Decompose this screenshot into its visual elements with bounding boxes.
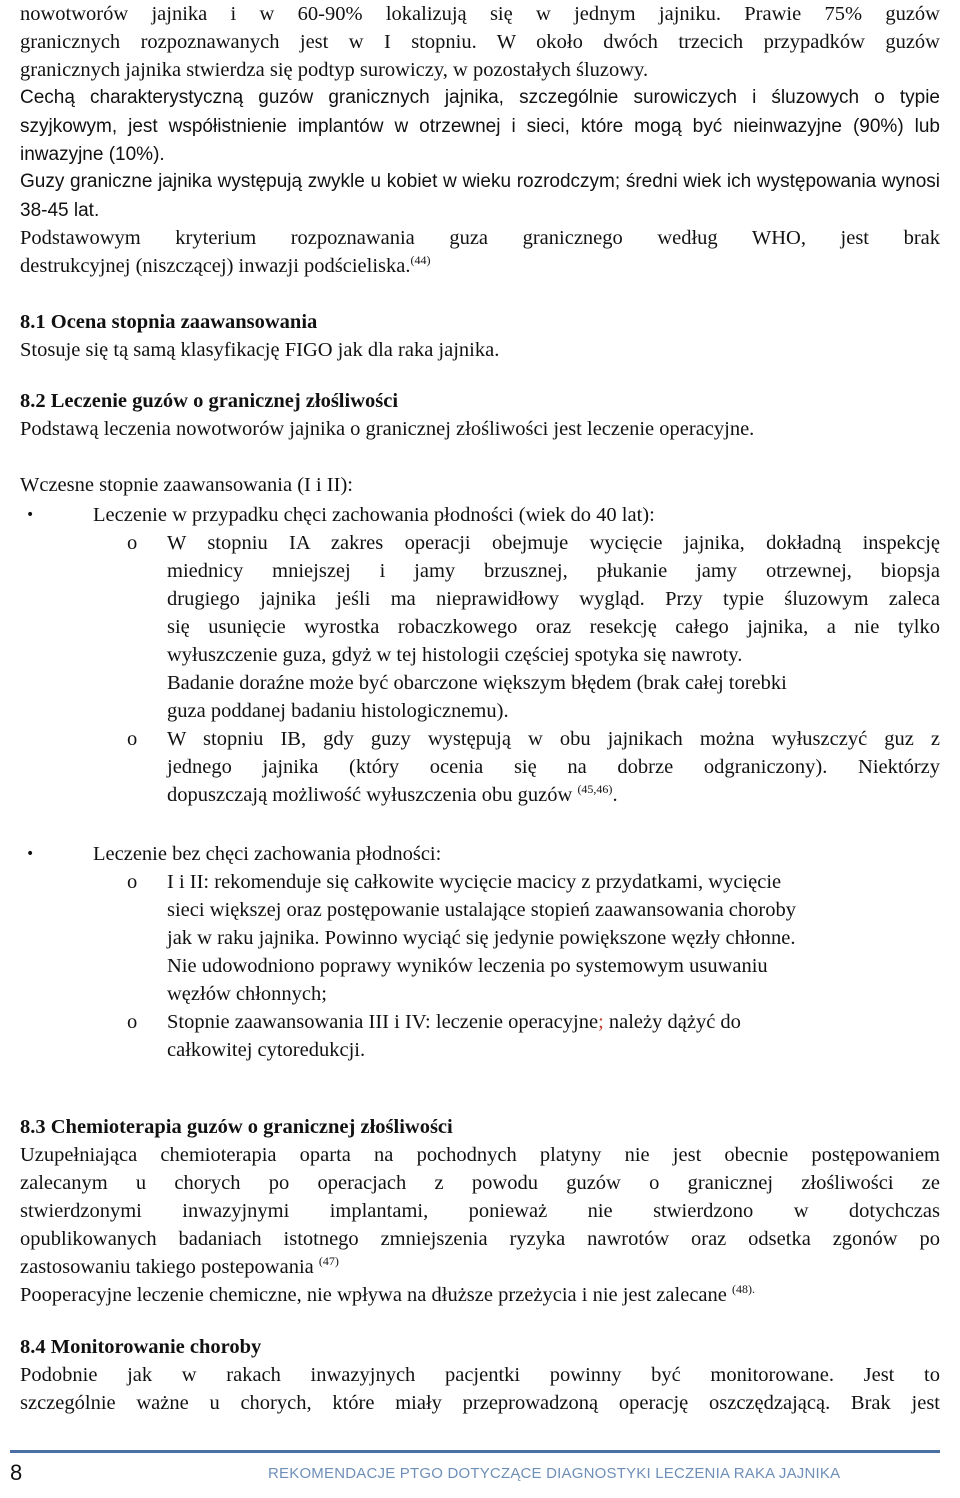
intro-line: destrukcyjnej (niszczącej) inwazji podścieliska.$^{(44)}$: [20, 253, 431, 277]
reference: (48).: [732, 1282, 755, 1296]
bullet-icon: •: [26, 507, 35, 523]
early-stage-label: Wczesne stopnie zaawansowania (I i II):: [20, 474, 353, 496]
intro-paragraph: Cechą charakterystyczną guzów granicznych jajnika, szczególnie surowiczych i śluzowych o typie szyjkowym, jest współistnienie implantów w otrzewnej i sieci, które mogą być nieinwazyjne (90%) lub inwazyjne (10%).: [20, 87, 940, 165]
reference: (47): [318, 1254, 339, 1268]
page-footer: [0, 1450, 960, 1498]
intro-line: granicznych jajnika stwierdza się podtyp surowiczy, w pozostałych śluzowy.: [20, 59, 649, 81]
page-number: 8: [10, 1460, 23, 1485]
section-heading: 8.4 Monitorowanie choroby: [20, 1336, 262, 1358]
sub-item: W stopniu IB, gdy guzy występują w obu jajnikach można wyłuszczyć guz z jednego jajnika (który ocenia się na dobrze odgraniczony). Niektórzy dopuszczają możliwość wyłuszczenia obu guzów $^{(45,46)}$.: [167, 728, 940, 806]
sub-item: Stopnie zaawansowania III i IV: leczenie operacyjne; należy dążyć do całkowitej cytoredukcji.: [167, 1011, 741, 1061]
sub-item: I i II: rekomenduje się całkowite wycięcie macicy z przydatkami, wycięcie sieci większej oraz postępowanie ustalające stopień zaawansowania choroby jak w raku jajnika. Powinno wyciąć się jedynie powiększone węzły chłonne. Nie udowodniono poprawy wyników leczenia po systemowym usuwaniu węzłów chłonnych;: [167, 871, 796, 1005]
sub-bullet-icon: o: [127, 1011, 138, 1033]
section-text: Podstawą leczenia nowotworów jajnika o granicznej złośliwości jest leczenie operacyjne.: [20, 418, 755, 440]
reference: (45,46): [577, 782, 613, 796]
section-heading: 8.3 Chemioterapia guzów o granicznej złośliwości: [20, 1116, 453, 1138]
section-line: opublikowanych badaniach istotnego zmniejszenia ryzyka nawrotów oraz odsetka zgonów po: [20, 1228, 940, 1250]
section-line: stwierdzonymi inwazyjnymi implantami, ponieważ nie stwierdzono w dotychczas: [20, 1200, 940, 1222]
bullet-icon: •: [26, 846, 35, 862]
section-line: Uzupełniająca chemioterapia oparta na pochodnych platyny nie jest obecnie postępowaniem: [20, 1144, 940, 1166]
sub-bullet-icon: o: [127, 532, 138, 554]
bullet-item: • Leczenie w przypadku chęci zachowania płodności (wiek do 40 lat):: [20, 501, 940, 529]
footer-title: REKOMENDACJE PTGO DOTYCZĄCE DIAGNOSTYKI LECZENIA RAKA JAJNIKA: [268, 1465, 841, 1482]
sub-bullet-icon: o: [127, 871, 138, 893]
footer-divider: [10, 1450, 940, 1453]
section-line: Podobnie jak w rakach inwazyjnych pacjentki powinny być monitorowane. Jest to: [20, 1364, 940, 1386]
reference: (44): [410, 253, 431, 267]
intro-line: Podstawowym kryterium rozpoznawania guza granicznego według WHO, jest brak: [20, 227, 940, 249]
section-line: szczególnie ważne u chorych, które miały przeprowadzoną operację oszczędzającą. Brak jest: [20, 1392, 940, 1414]
intro-paragraph: Guzy graniczne jajnika występują zwykle u kobiet w wieku rozrodczym; średni wiek ich występowania wynosi 38-45 lat.: [20, 171, 940, 221]
intro-line: granicznych rozpoznawanych jest w I stopniu. W około dwóch trzecich przypadków guzów: [20, 31, 940, 53]
section-line: zastosowaniu takiego postepowania $^{(47)}$: [20, 1254, 339, 1278]
section-heading: 8.2 Leczenie guzów o granicznej złośliwości: [20, 390, 399, 412]
section-heading: 8.1 Ocena stopnia zaawansowania: [20, 311, 318, 333]
section-line: zalecanym u chorych po operacjach z powodu guzów o granicznej złośliwości ze: [20, 1172, 940, 1194]
sub-bullet-icon: o: [127, 728, 138, 750]
section-text: Stosuje się tą samą klasyfikację FIGO jak dla raka jajnika.: [20, 339, 500, 361]
sub-item: W stopniu IA zakres operacji obejmuje wycięcie jajnika, dokładną inspekcję miednicy mniejszej i jamy brzusznej, płukanie jamy otrzewnej, biopsja drugiego jajnika jeśli ma nieprawidłowy wygląd. Przy typie śluzowym zaleca się usunięcie wyrostka robaczkowego oraz resekcję całego jajnika, a nie tylko wyłuszczenie guza, gdyż w tej histologii częściej spotyka się nawroty. Badanie doraźne może być obarczone większym błędem (brak całej torebki guza poddanej badaniu histologicznemu).: [167, 532, 940, 722]
section-line: Pooperacyjne leczenie chemiczne, nie wpływa na dłuższe przeżycia i nie jest zalecane $^{(48).}$: [20, 1282, 755, 1306]
intro-line: nowotworów jajnika i w 60-90% lokalizują się w jednym jajniku. Prawie 75% guzów: [20, 3, 940, 25]
bullet-item: • Leczenie bez chęci zachowania płodności:: [20, 840, 940, 868]
